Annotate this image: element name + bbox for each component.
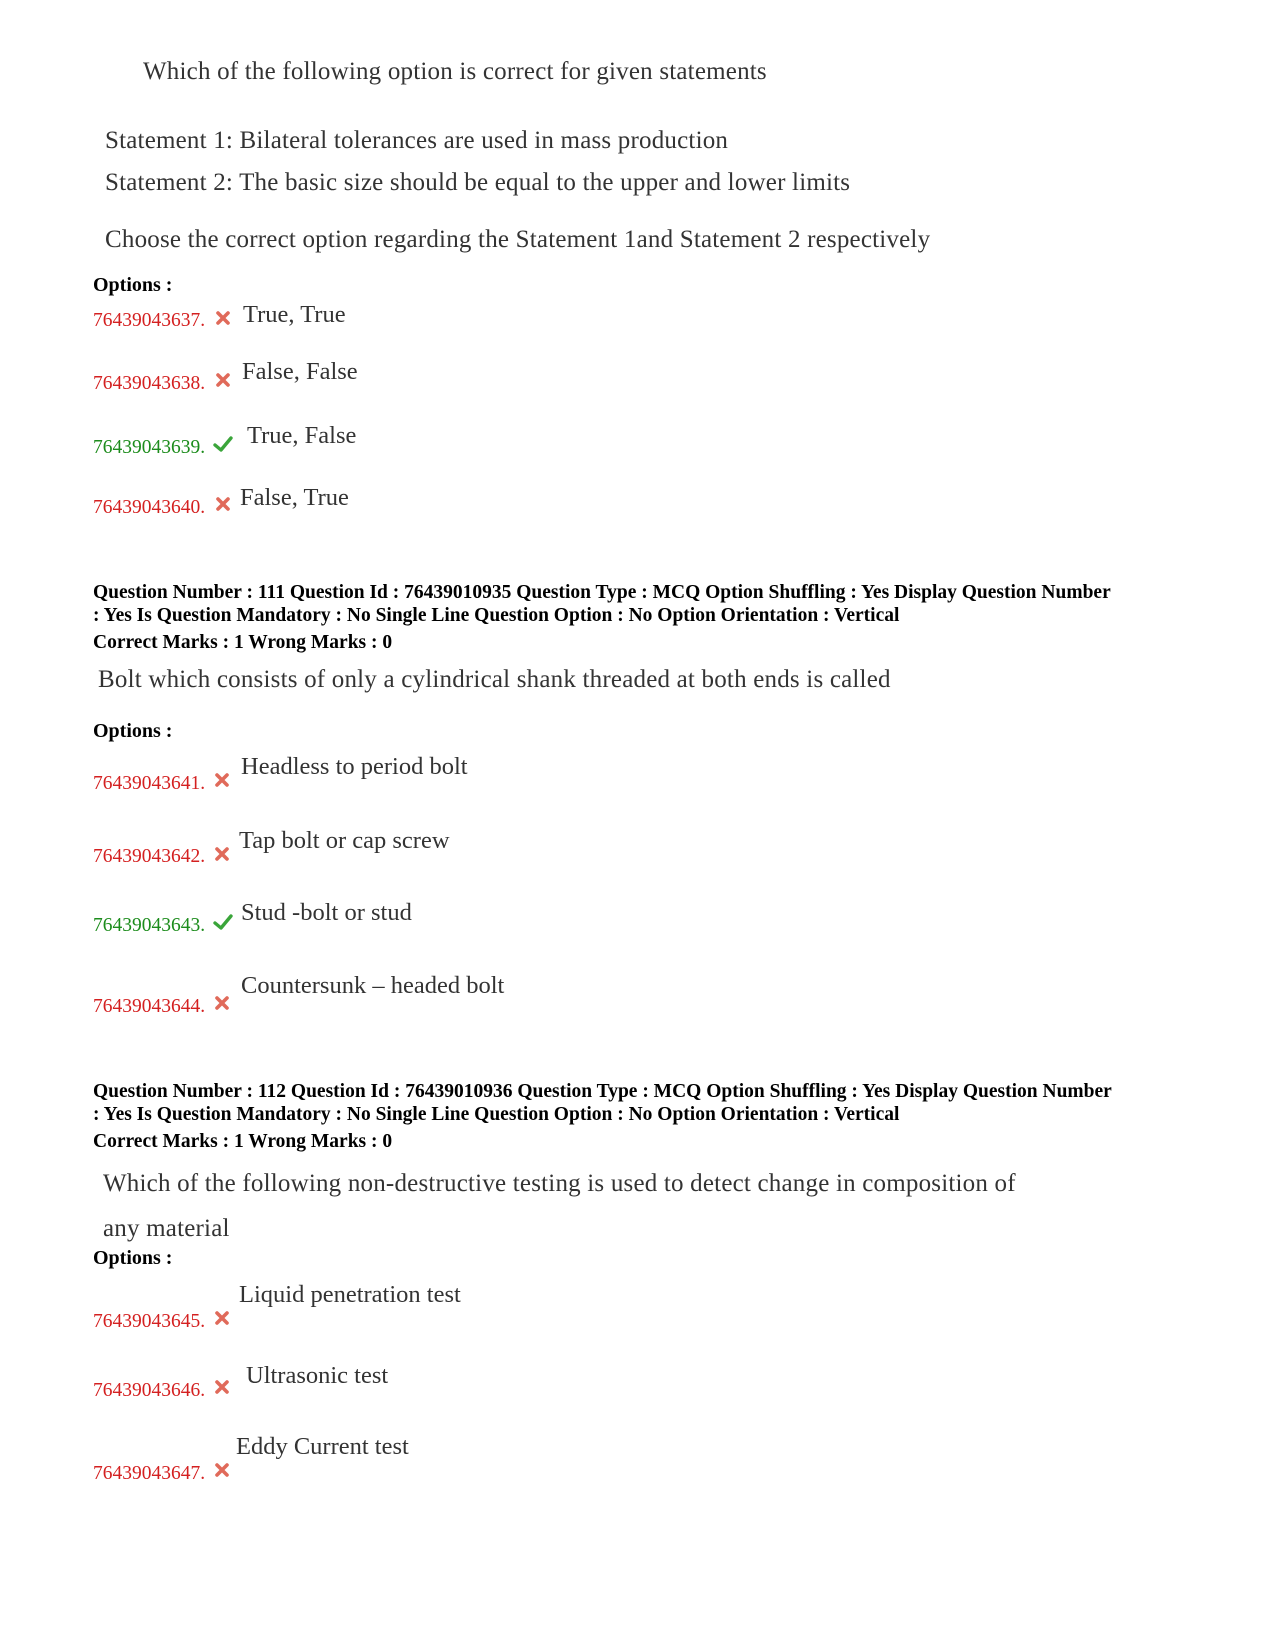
option-id: 76439043644. (93, 996, 206, 1017)
question-meta: Question Number : 112 Question Id : 76439010936 Question Type : MCQ Option Shuffling : Yes Display Question Number (93, 1081, 1112, 1102)
option-text: Countersunk – headed bolt (241, 972, 505, 999)
cross-icon (213, 1309, 231, 1327)
check-icon (213, 435, 233, 453)
cross-icon (213, 771, 231, 789)
option-text: Stud -bolt or stud (241, 899, 412, 926)
options-label: Options : (93, 274, 173, 296)
option-text: False, False (242, 358, 358, 385)
cross-icon (213, 1378, 231, 1396)
option-id: 76439043638. (93, 373, 206, 394)
option-text: True, False (247, 422, 357, 449)
option-id: 76439043641. (93, 773, 206, 794)
question-meta: Question Number : 111 Question Id : 76439010935 Question Type : MCQ Option Shuffling : Yes Display Question Number (93, 582, 1111, 603)
option-text: Liquid penetration test (239, 1281, 461, 1308)
question-marks: Correct Marks : 1 Wrong Marks : 0 (93, 1131, 393, 1152)
option-id: 76439043645. (93, 1311, 206, 1332)
question-prompt: Choose the correct option regarding the Statement 1and Statement 2 respectively (105, 226, 931, 253)
question-meta: : Yes Is Question Mandatory : No Single Line Question Option : No Option Orientation : Vertical (93, 1104, 900, 1125)
option-text: True, True (243, 301, 346, 328)
option-id: 76439043646. (93, 1380, 206, 1401)
question-text: Bolt which consists of only a cylindrical shank threaded at both ends is called (98, 666, 891, 693)
cross-icon (213, 994, 231, 1012)
cross-icon (214, 495, 232, 513)
option-text: False, True (240, 484, 349, 511)
statement-2: Statement 2: The basic size should be equal to the upper and lower limits (105, 169, 851, 196)
option-text: Tap bolt or cap screw (239, 827, 450, 854)
cross-icon (213, 1461, 231, 1479)
cross-icon (214, 309, 232, 327)
question-intro: Which of the following option is correct for given statements (143, 58, 767, 85)
option-text: Eddy Current test (236, 1433, 409, 1460)
cross-icon (214, 371, 232, 389)
question-text: any material (103, 1215, 230, 1242)
options-label: Options : (93, 720, 173, 742)
option-id: 76439043637. (93, 310, 206, 331)
option-id: 76439043643. (93, 915, 206, 936)
option-id: 76439043639. (93, 437, 206, 458)
option-id: 76439043647. (93, 1463, 206, 1484)
cross-icon (213, 845, 231, 863)
statement-1: Statement 1: Bilateral tolerances are used in mass production (105, 127, 729, 154)
option-id: 76439043640. (93, 497, 206, 518)
option-text: Headless to period bolt (241, 753, 468, 780)
option-text: Ultrasonic test (246, 1362, 389, 1389)
question-marks: Correct Marks : 1 Wrong Marks : 0 (93, 632, 393, 653)
options-label: Options : (93, 1247, 173, 1269)
question-text: Which of the following non-destructive testing is used to detect change in composition of (103, 1170, 1016, 1197)
question-meta: : Yes Is Question Mandatory : No Single Line Question Option : No Option Orientation : Vertical (93, 605, 900, 626)
check-icon (213, 913, 233, 931)
option-id: 76439043642. (93, 846, 206, 867)
